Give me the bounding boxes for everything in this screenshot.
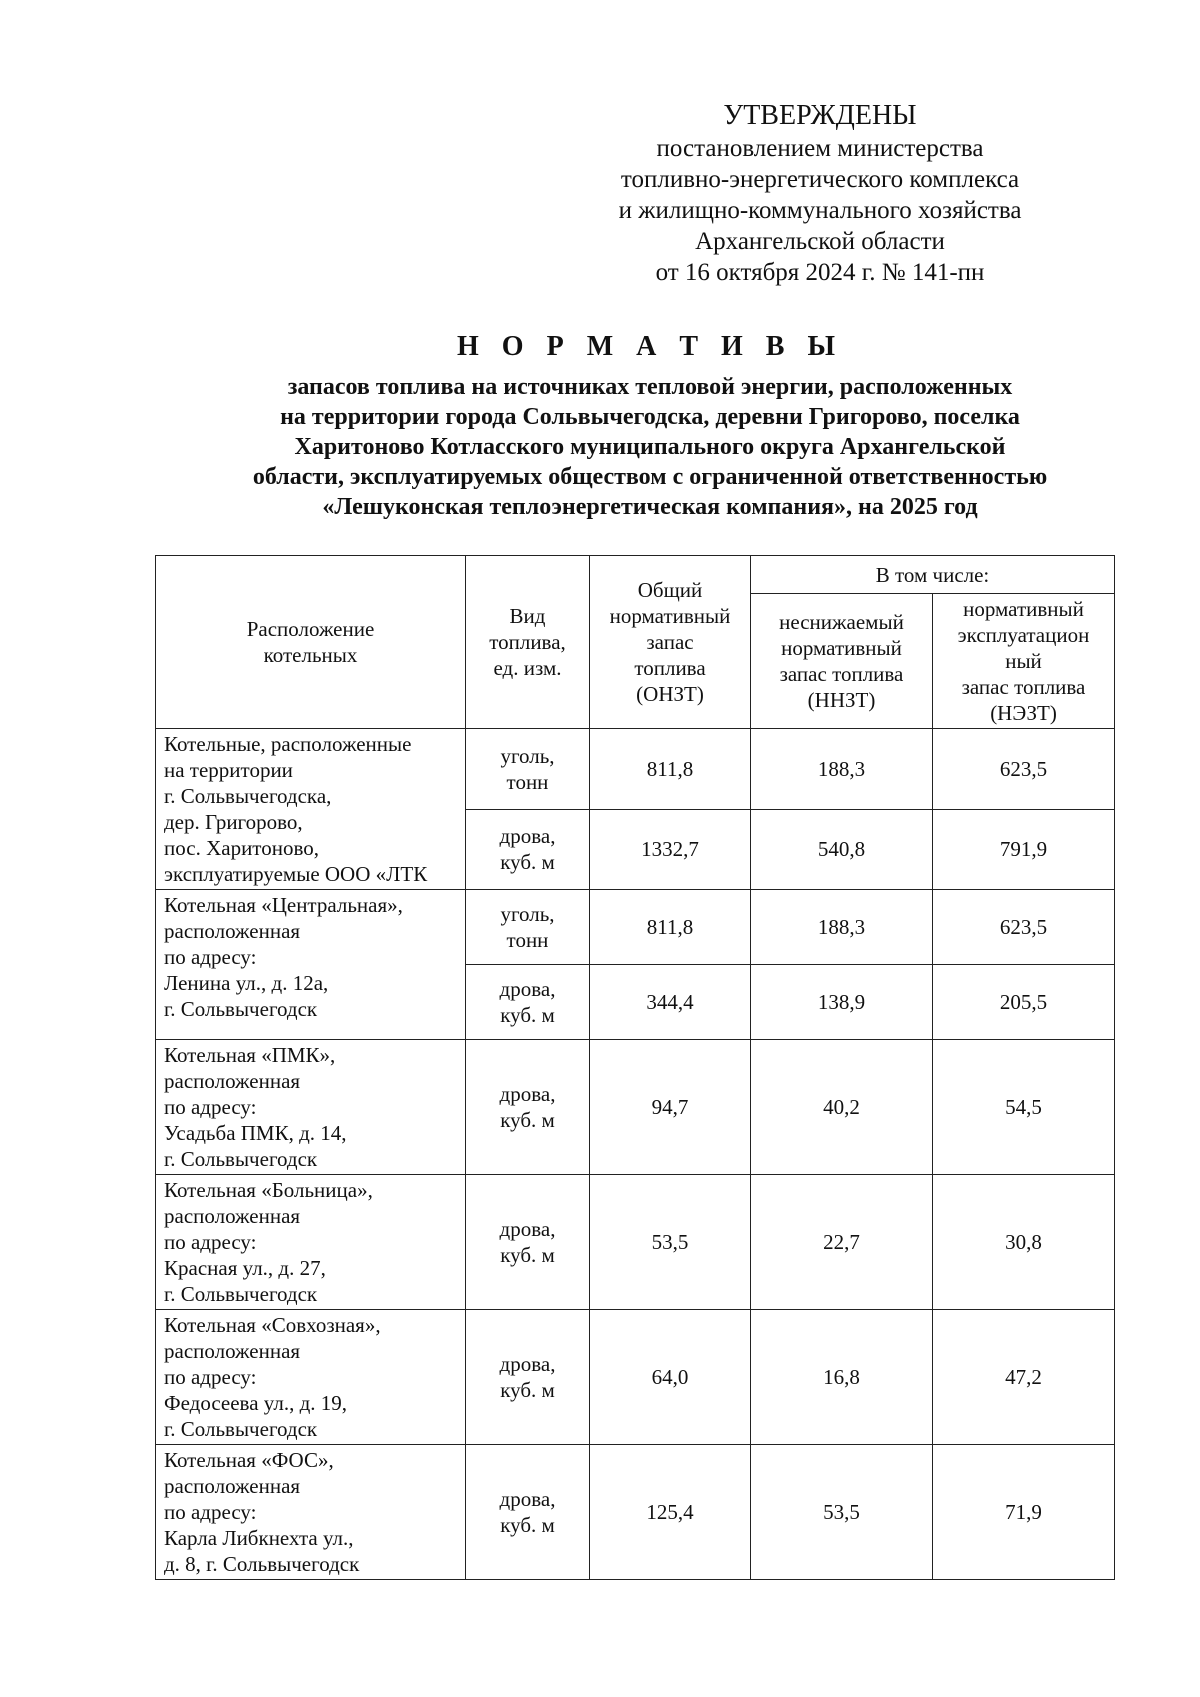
cell-fuel-type: дрова, куб. м xyxy=(466,965,590,1040)
cell-nezt: 30,8 xyxy=(933,1175,1115,1310)
cell-nnzt: 188,3 xyxy=(751,890,933,965)
document-title: Н О Р М А Т И В Ы xyxy=(457,331,843,362)
approval-date-line: от 16 октября 2024 г. № 141-пн xyxy=(655,259,985,286)
cell-fuel-type: дрова, куб. м xyxy=(466,1040,590,1175)
table-row xyxy=(156,1040,1115,1175)
cell-total-reserve: 811,8 xyxy=(590,890,751,965)
header-location: Расположение котельных xyxy=(156,556,466,729)
header-nnzt: неснижаемый нормативный запас топлива (ННЗТ) xyxy=(751,594,933,729)
approval-title: УТВЕРЖДЕНЫ xyxy=(723,100,917,131)
document-title-block xyxy=(130,330,1170,522)
approval-line: Архангельской области xyxy=(695,228,945,255)
document-subtitle-line: области, эксплуатируемых обществом с ограниченной ответственностью xyxy=(252,464,1048,490)
cell-fuel-type: уголь, тонн xyxy=(466,890,590,965)
cell-nezt: 71,9 xyxy=(933,1445,1115,1580)
cell-location: Котельная «Совхозная», расположенная по адресу: Федосеева ул., д. 19, г. Сольвычегодск xyxy=(156,1310,466,1445)
cell-nezt: 47,2 xyxy=(933,1310,1115,1445)
cell-nezt: 791,9 xyxy=(933,809,1115,890)
document-subtitle-line: «Лешуконская теплоэнергетическая компания», на 2025 год xyxy=(322,494,978,520)
cell-nnzt: 138,9 xyxy=(751,965,933,1040)
cell-nnzt: 53,5 xyxy=(751,1445,933,1580)
approval-line: и жилищно-коммунального хозяйства xyxy=(618,197,1022,224)
document-subtitle-line: на территории города Сольвычегодска, деревни Григорово, поселка xyxy=(280,404,1020,430)
cell-nezt: 623,5 xyxy=(933,890,1115,965)
table-row xyxy=(156,1175,1115,1310)
cell-nnzt: 16,8 xyxy=(751,1310,933,1445)
cell-location: Котельная «ПМК», расположенная по адресу: Усадьба ПМК, д. 14, г. Сольвычегодск xyxy=(156,1040,466,1175)
header-fuel-type: Вид топлива, ед. изм. xyxy=(466,556,590,729)
approval-line: постановлением министерства xyxy=(656,135,984,162)
approval-block xyxy=(560,100,1080,288)
cell-total-reserve: 125,4 xyxy=(590,1445,751,1580)
cell-fuel-type: уголь, тонн xyxy=(466,729,590,810)
cell-nezt: 205,5 xyxy=(933,965,1115,1040)
norms-table-body xyxy=(156,729,1115,1580)
cell-fuel-type: дрова, куб. м xyxy=(466,1445,590,1580)
cell-total-reserve: 64,0 xyxy=(590,1310,751,1445)
cell-nezt: 54,5 xyxy=(933,1040,1115,1175)
cell-fuel-type: дрова, куб. м xyxy=(466,1175,590,1310)
document-subtitle-line: Харитоново Котласского муниципального округа Архангельской xyxy=(294,434,1006,460)
cell-location: Котельная «ФОС», расположенная по адресу: Карла Либкнехта ул., д. 8, г. Сольвычегодск xyxy=(156,1445,466,1580)
cell-nnzt: 540,8 xyxy=(751,809,933,890)
table-row xyxy=(156,729,1115,810)
cell-total-reserve: 344,4 xyxy=(590,965,751,1040)
document-subtitle-line: запасов топлива на источниках тепловой энергии, расположенных xyxy=(287,374,1013,400)
header-total-reserve: Общий нормативный запас топлива (ОНЗТ) xyxy=(590,556,751,729)
table-row xyxy=(156,1445,1115,1580)
norms-table xyxy=(155,555,1115,1580)
cell-fuel-type: дрова, куб. м xyxy=(466,1310,590,1445)
header-including: В том числе: xyxy=(751,556,1115,594)
cell-nnzt: 188,3 xyxy=(751,729,933,810)
cell-fuel-type: дрова, куб. м xyxy=(466,809,590,890)
cell-nezt: 623,5 xyxy=(933,729,1115,810)
table-row xyxy=(156,890,1115,965)
cell-total-reserve: 94,7 xyxy=(590,1040,751,1175)
cell-total-reserve: 1332,7 xyxy=(590,809,751,890)
table-row xyxy=(156,1310,1115,1445)
cell-location: Котельная «Центральная», расположенная по адресу: Ленина ул., д. 12а, г. Сольвычегодск xyxy=(156,890,466,1040)
cell-location: Котельные, расположенные на территории г. Сольвычегодска, дер. Григорово, пос. Харитоново, эксплуатируемые ООО «ЛТК xyxy=(156,729,466,890)
cell-total-reserve: 53,5 xyxy=(590,1175,751,1310)
cell-total-reserve: 811,8 xyxy=(590,729,751,810)
cell-nnzt: 40,2 xyxy=(751,1040,933,1175)
cell-nnzt: 22,7 xyxy=(751,1175,933,1310)
approval-line: топливно-энергетического комплекса xyxy=(620,166,1020,193)
header-nezt: нормативный эксплуатацион ный запас топлива (НЭЗТ) xyxy=(933,594,1115,729)
cell-location: Котельная «Больница», расположенная по адресу: Красная ул., д. 27, г. Сольвычегодск xyxy=(156,1175,466,1310)
